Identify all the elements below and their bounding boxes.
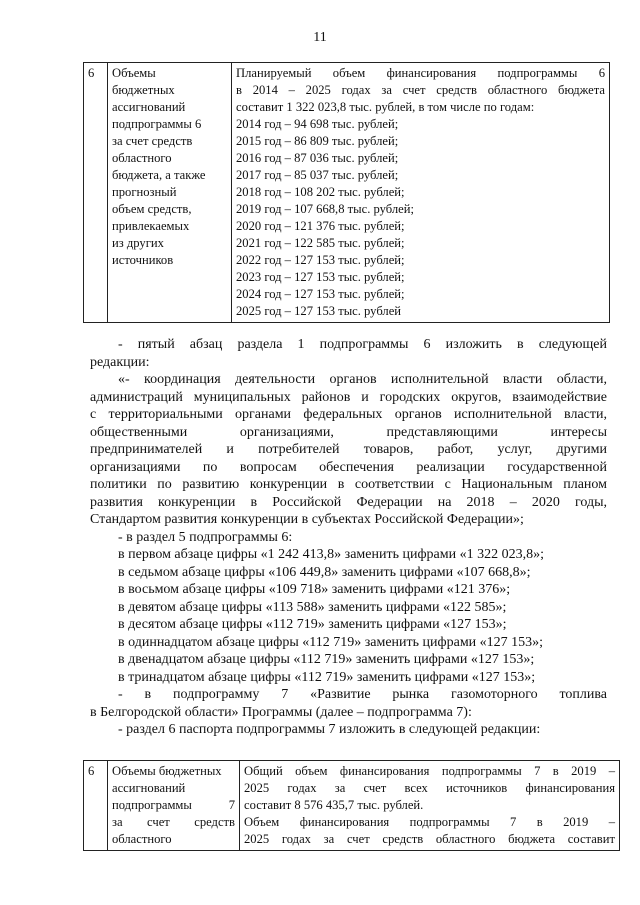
- content-line: Объем финансирования подпрограммы 7 в 2019 –: [244, 815, 615, 829]
- subprogram6-funding-table: [83, 62, 610, 323]
- replacement-item: в одиннадцатом абзаце цифры «112 719» заменить цифрами «127 153»;: [118, 634, 544, 650]
- quote-line: администраций муниципальных районов и городских округов, взаимодействие: [90, 389, 607, 405]
- quote-line: общественными организациями, представляющими интересы: [90, 424, 607, 440]
- replacement-item: в тринадцатом абзаце цифры «112 719» заменить цифрами «127 153»;: [118, 669, 536, 685]
- label-line: объем средств,: [112, 202, 192, 216]
- row-label: [108, 761, 240, 851]
- year-funding: 2014 год – 94 698 тыс. рублей;: [236, 117, 399, 131]
- quote-line: «- координация деятельности органов исполнительной власти области,: [118, 372, 607, 387]
- year-funding: 2020 год – 121 376 тыс. рублей;: [236, 219, 405, 233]
- quote-line: Стандартом развития конкуренции в субъектах Российской Федерации»;: [90, 512, 524, 527]
- year-funding: 2024 год – 127 153 тыс. рублей;: [236, 287, 405, 301]
- label-line: источников: [112, 253, 174, 267]
- row-content: [240, 761, 620, 851]
- page-number: 11: [313, 30, 327, 45]
- label-line: подпрограммы 6: [112, 117, 202, 131]
- replacement-item: в первом абзаце цифры «1 242 413,8» заменить цифрами «1 322 023,8»;: [118, 547, 544, 562]
- label-line: ассигнований: [112, 100, 186, 114]
- quote-line: организациями по вопросам обеспечения реализации государственной: [90, 459, 607, 475]
- funding-intro-line: составит 1 322 023,8 тыс. рублей, в том числе по годам:: [236, 100, 535, 114]
- row-content: [232, 63, 610, 323]
- quote-line: предпринимателей и потребителей товаров, работ, услуг, другими: [90, 442, 607, 457]
- content-line: 2025 годах за счет средств областного бюджета составит: [244, 832, 615, 846]
- year-funding: 2025 год – 127 153 тыс. рублей: [236, 304, 402, 318]
- year-funding: 2015 год – 86 809 тыс. рублей;: [236, 134, 399, 148]
- row-number: 6: [84, 761, 108, 851]
- quote-line: развития конкуренции в Российской Федерации на 2018 – 2020 годы,: [90, 494, 607, 510]
- table-row: [84, 63, 610, 323]
- label-line: прогнозный: [112, 185, 177, 199]
- label-line: из других: [112, 236, 164, 250]
- quote-line: политики по развитию конкуренции в соответствии с Национальным планом: [90, 477, 607, 492]
- year-funding: 2018 год – 108 202 тыс. рублей;: [236, 185, 405, 199]
- label-line: за счет средств: [112, 134, 193, 148]
- label-line: за счет средств: [112, 815, 235, 829]
- replacement-item: в девятом абзаце цифры «113 588» заменить цифрами «122 585»;: [118, 599, 507, 615]
- subprogram7-funding-table: [83, 760, 620, 851]
- paragraph-line: редакции:: [90, 354, 150, 370]
- replacement-item: в восьмом абзаце цифры «109 718» заменить цифрами «121 376»;: [118, 582, 511, 597]
- label-line: подпрограммы 7: [112, 798, 235, 812]
- content-line: 2025 годах за счет всех источников финансирования: [244, 781, 615, 795]
- row-label: [108, 63, 232, 323]
- replacement-item: в десятом абзаце цифры «112 719» заменить цифрами «127 153»;: [118, 617, 507, 632]
- section5-intro: - в раздел 5 подпрограммы 6:: [118, 529, 293, 545]
- funding-intro-line: Планируемый объем финансирования подпрограммы 6: [236, 66, 605, 80]
- label-line: бюджетных: [112, 83, 175, 97]
- year-funding: 2021 год – 122 585 тыс. рублей;: [236, 236, 405, 250]
- amendment-text: [90, 336, 607, 739]
- quote-line: с территориальными органами федеральных органов исполнительной власти,: [90, 407, 607, 422]
- row-number: 6: [84, 63, 108, 323]
- funding-intro-line: в 2014 – 2025 годах за счет средств областного бюджета: [236, 83, 605, 97]
- replacement-item: в седьмом абзаце цифры «106 449,8» заменить цифрами «107 668,8»;: [118, 564, 531, 580]
- year-funding: 2016 год – 87 036 тыс. рублей;: [236, 151, 399, 165]
- label-line: ассигнований: [112, 781, 186, 795]
- paragraph-line: - пятый абзац раздела 1 подпрограммы 6 изложить в следующей: [118, 337, 607, 352]
- content-line: Общий объем финансирования подпрограммы 7 в 2019 –: [244, 764, 615, 778]
- year-funding: 2017 год – 85 037 тыс. рублей;: [236, 168, 399, 182]
- content-line: составит 8 576 435,7 тыс. рублей.: [244, 798, 424, 812]
- section6-line: - раздел 6 паспорта подпрограммы 7 изложить в следующей редакции:: [118, 722, 541, 737]
- replacement-item: в двенадцатом абзаце цифры «112 719» заменить цифрами «127 153»;: [118, 652, 535, 667]
- label-line: областного: [112, 151, 172, 165]
- program7-line: в Белгородской области» Программы (далее – подпрограмма 7):: [90, 704, 472, 720]
- year-funding: 2019 год – 107 668,8 тыс. рублей;: [236, 202, 414, 216]
- program7-line: - в подпрограмму 7 «Развитие рынка газомоторного топлива: [118, 687, 607, 702]
- label-line: Объемы: [112, 66, 156, 80]
- year-funding: 2022 год – 127 153 тыс. рублей;: [236, 253, 405, 267]
- label-line: Объемы бюджетных: [112, 764, 222, 778]
- table-row: [84, 761, 620, 851]
- year-funding: 2023 год – 127 153 тыс. рублей;: [236, 270, 405, 284]
- label-line: бюджета, а также: [112, 168, 206, 182]
- label-line: привлекаемых: [112, 219, 190, 233]
- label-line: областного: [112, 832, 172, 846]
